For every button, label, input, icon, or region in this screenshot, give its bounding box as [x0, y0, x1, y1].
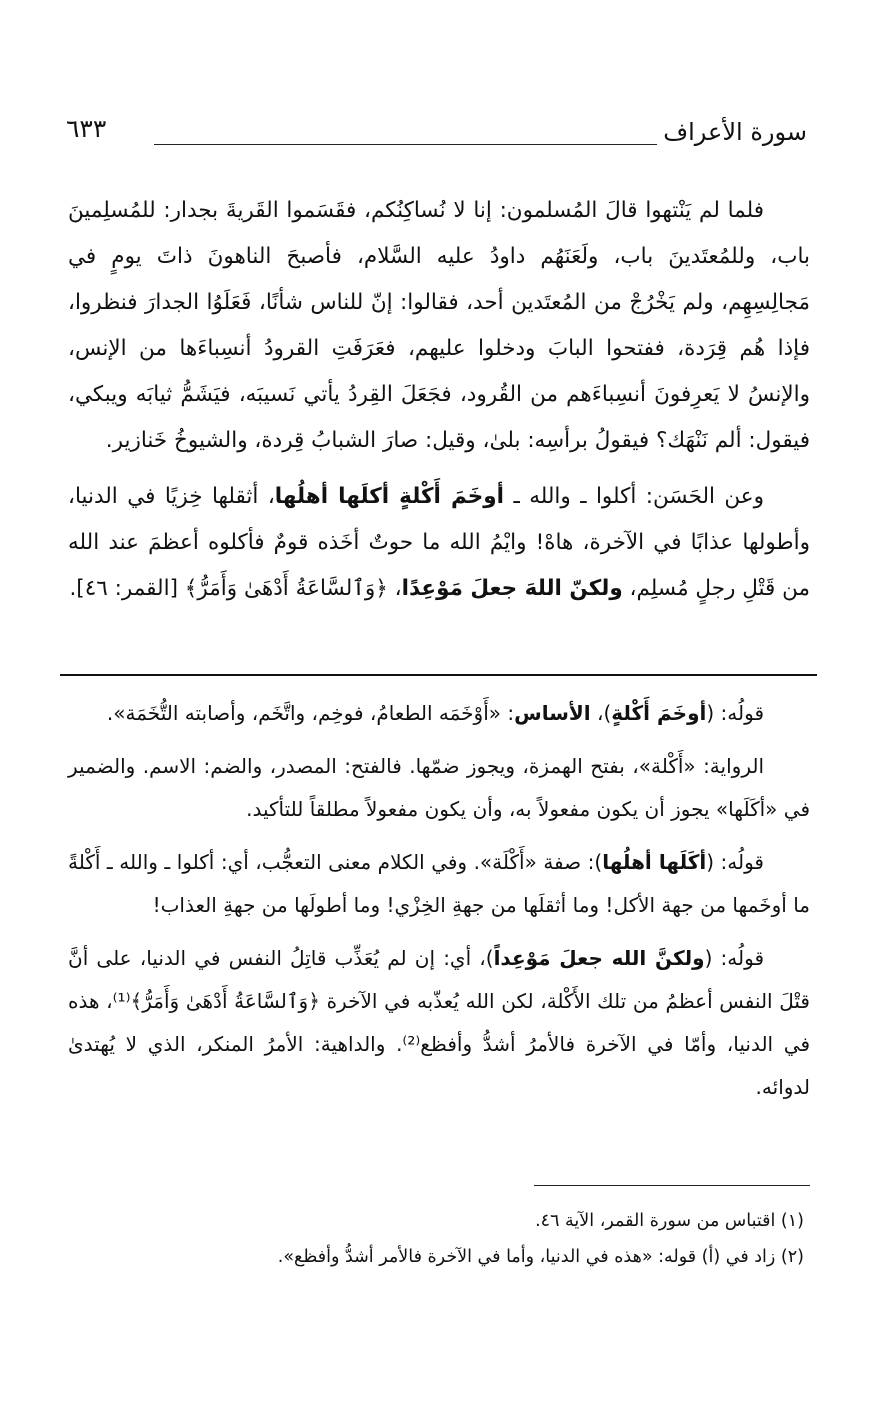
running-header — [66, 112, 807, 160]
main-p2-text-a: وعن الحَسَن: أكلوا ـ والله ـ — [504, 484, 764, 509]
c1-quoted-phrase: أوخَمَ أَكْلةٍ — [611, 701, 707, 725]
c1-rest: : «أَوْخَمَه الطعامُ، فوخِم، واتَّخَم، وأصابته التُّخَمَة». — [106, 701, 515, 725]
main-p2-bold-phrase-1: أوخَمَ أَكْلةٍ أكلَها أهلُها — [274, 484, 505, 509]
header-rule — [154, 144, 657, 145]
section-separator — [60, 674, 817, 676]
footnote-rule — [534, 1185, 810, 1186]
c1-source-name: الأساس — [514, 701, 591, 725]
footnotes — [68, 1203, 810, 1275]
c4-quoted-phrase: ولكنَّ الله جعلَ مَوْعِداً — [493, 946, 705, 970]
main-paragraph-2 — [68, 474, 810, 612]
c3-rest: ): صفة «أَكْلَة». وفي الكلام معنى التعجُّب، أي: أكلوا ـ والله ـ أَكْلةً ما أوخَمها من جهة الأكل! وما أثقلَها من جهةِ الخِزْي! وما أطولَها من جهةِ العذاب! — [68, 850, 810, 917]
c3-quoted-phrase: أكَلَها أهلُها — [602, 850, 707, 874]
c4-lead: قولُه: ( — [704, 946, 765, 970]
main-paragraph-1: فلما لم يَنْتهوا قالَ المُسلمون: إنا لا نُساكِنُكم، فقَسَموا القَريةَ بجدار: للمُسلِمينَ باب، وللمُعتَدينَ باب، ولَعَنَهُم داودُ عليه السَّلام، فأصبحَ الناهونَ ذاتَ يومٍ في مَجالِسِهِم، ولم يَخْرُجْ من المُعتَدين أحد، فقالوا: إنّ للناس شأنًا، فَعَلَوُا الجدارَ فنظروا، فإذا هُم قِرَدة، ففتحوا البابَ ودخلوا عليهم، فعَرَفَتِ القرودُ أنسِباءَها من الإنس، والإنسُ لا يَعرِفونَ أنسِباءَهم من القُرود، فجَعَلَ القِردُ يأتي نَسيبَه، فيَشَمُّ ثيابَه ويبكي، فيقول: ألم نَنْهَك؟ فيقولُ برأسِه: بلىٰ، وقيل: صارَ الشبابُ قِردة، والشيوخُ خَنازير. — [68, 198, 810, 453]
main-p2-text-c: ، ﴿وَٱلسَّاعَةُ أَدْهَىٰ وَأَمَرُّ﴾ [القمر: ٤٦]. — [69, 576, 402, 601]
surah-title: سورة الأعراف — [663, 118, 807, 146]
commentary-paragraph-4 — [68, 937, 810, 1109]
commentary-paragraph-2: الرواية: «أَكْلة»، بفتح الهمزة، ويجوز ضمّها. فالفتح: المصدر، والضم: الاسم. والضمير في «أكَلَها» يجوز أن يكون مفعولاً به، وأن يكون مفعولاً مطلقاً للتأكيد. — [68, 754, 810, 821]
c4-rest: )، أي: إن لم يُعَذِّب قاتِلُ النفس في الدنيا، على أنَّ قتْلَ النفس أعظمُ من تلك الأَكْلة، لكن الله يُعذّبه في الآخرة ﴿وَٱلسَّاعَةُ أَدْهَىٰ وَأَمَرُّ﴾⁽¹⁾، هذه في الدنيا، وأمّا في الآخرة فالأمرُ أشدُّ وأفظع⁽²⁾. والداهية: الأمرُ المنكر، الذي لا يُهتدىٰ لدوائه. — [68, 946, 811, 1099]
main-p2-bold-phrase-2: ولكنّ اللهَ جعلَ مَوْعِدًا — [401, 576, 623, 601]
commentary-paragraph-3 — [68, 841, 810, 927]
footnote-1: (١) اقتباس من سورة القمر، الآية ٤٦. — [535, 1211, 804, 1231]
commentary-paragraph-1 — [68, 692, 810, 735]
c1-mid: )، — [590, 701, 612, 725]
footnote-2: (٢) زاد في (أ) قوله: «هذه في الدنيا، وأما في الآخرة فالأمر أشدُّ وأفظع». — [277, 1247, 804, 1267]
commentary — [68, 692, 810, 1109]
main-p2-text-b: ، أثقلها خِزيًا في الدنيا، وأطولها عذابًا في الآخرة، هاهْ! وايْمُ الله ما حوتٌ أخَذه قومٌ فأكلوه أعظمَ عند الله من قَتْلِ رجلٍ مُسلِم، — [68, 484, 810, 601]
page-number: ٦٣٣ — [66, 114, 107, 143]
c3-lead: قولُه: ( — [706, 850, 764, 874]
main-text — [68, 188, 810, 612]
c1-lead: قولُه: ( — [706, 701, 764, 725]
